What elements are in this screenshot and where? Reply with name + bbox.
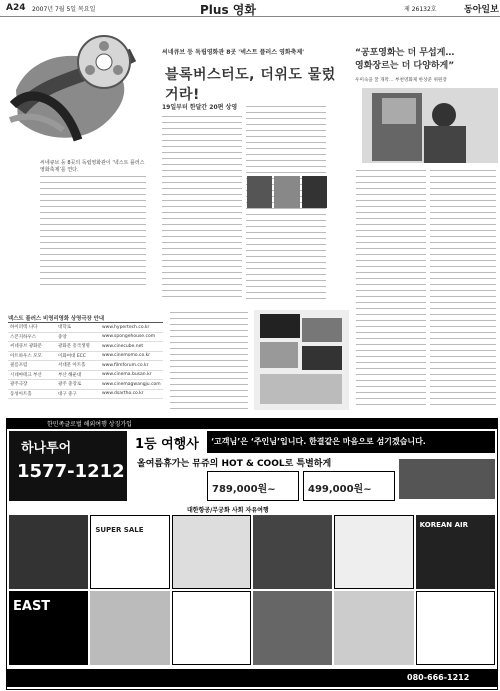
table-row: 광주극장 광주 충장로 www.cinemagwangju.com (8, 380, 163, 390)
caption-text-lines (40, 174, 146, 289)
movie-poster-collage (247, 176, 327, 208)
table-row: 시네마테크 부산 부산 해운대 www.cinema.busan.kr (8, 371, 163, 381)
article-kicker: 씨네큐브 등 독립영화관 8곳 '넥스트 플러스 영화축제' (162, 49, 305, 56)
table-row: 아트하우스 모모 이화여대 ECC www.cinemomo.co.kr (8, 352, 163, 362)
interviewee-photo (362, 88, 498, 163)
ad-tagline: ‘고객님’은 ‘주인님’입니다. 한결같은 마음으로 섬기겠습니다. (207, 431, 495, 453)
article-body-col1 (162, 114, 242, 299)
issue-date: 2007년 7월 5일 목요일 (32, 6, 96, 13)
page-header (0, 0, 500, 17)
ad-banner-text: 한민족글로벌 해외여행 상징가입 (47, 421, 132, 428)
table-row: 필름포럼 서대문 아트홀 www.filmforum.co.kr (8, 361, 163, 371)
advertisement-area (6, 418, 498, 690)
hanatour-phone: 1577-1212 (17, 461, 125, 482)
korean-air-label: KOREAN AIR (419, 521, 469, 529)
super-sale-label: SUPER SALE (95, 526, 144, 534)
theater-table-title: 넥스트 플러스 비영리영화 상영극장 안내 (8, 316, 105, 322)
section-title: Plus 영화 (200, 3, 256, 17)
table-row: 씨네큐브 광화문 광화문 흥국생명 www.cinecube.net (8, 342, 163, 352)
first-travel-label: 1등 여행사 (135, 437, 199, 452)
theater-table (8, 322, 163, 399)
ad-top-banner (7, 419, 497, 429)
ad-contact: 대한항공/무궁화 사회 자유여행 (187, 507, 269, 514)
price-box-1[interactable]: 789,000원~ (207, 471, 299, 501)
table-row: 동성아트홀 대구 중구 www.dsartho.co.kr (8, 390, 163, 400)
film-reel-photo (8, 20, 148, 160)
east-label: EAST (13, 599, 51, 614)
article-headline: 블록버스터도, 더위도 물렀거라! (165, 67, 336, 103)
hanatour-ad[interactable] (9, 431, 127, 501)
ad-tile-grid (9, 515, 495, 665)
newspaper-logo: 동아일보 (464, 5, 499, 15)
quote-credit: 우미숙을 꿀 개막… 부천영화제 한상준 위원장 (355, 78, 447, 83)
article-subhead: 19일부터 한달간 20편 상영 (162, 104, 238, 111)
ad-promo: 올여름휴가는 뮤쥬의 HOT & COOL로 특별하게 (137, 459, 332, 469)
article-body-col3 (170, 310, 248, 410)
ad-footer-phone: 080-666-1212 (407, 673, 470, 682)
ad-image-right (399, 459, 495, 499)
page-number: A24 (6, 3, 26, 13)
book-display-photo (254, 310, 349, 410)
quote-line2: 영화장르는 더 다양하게” (355, 61, 455, 71)
interview-body-right (430, 168, 496, 408)
photo-caption: 씨네큐브 등 8곳의 독립영화관이 ‘넥스트 플러스 영화축제’를 연다. (40, 160, 145, 173)
pull-quote (355, 47, 495, 84)
issue-number: 제 26132호 (404, 6, 437, 13)
table-row: 하이퍼텍 나다 대학로 www.hypertech.co.kr (8, 323, 163, 333)
table-row: 스폰지하우스 중앙 www.spongehouse.com (8, 333, 163, 343)
hanatour-name: 하나투어 (21, 441, 72, 456)
ad-footer (7, 669, 497, 687)
price-box-2[interactable]: 499,000원~ (303, 471, 395, 501)
quote-line1: “공포영화는 더 무섭게… (355, 48, 455, 58)
interview-body-left (356, 168, 426, 408)
